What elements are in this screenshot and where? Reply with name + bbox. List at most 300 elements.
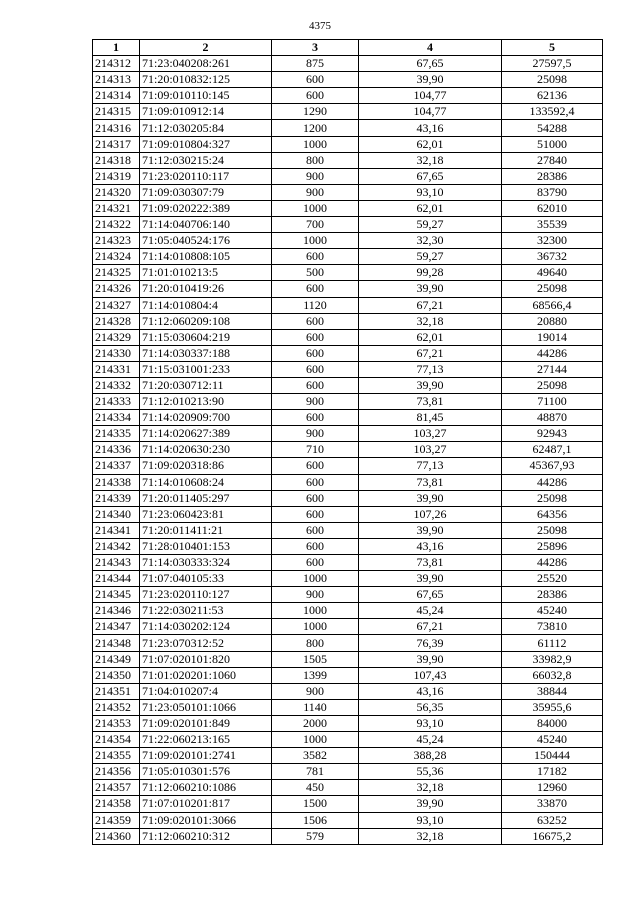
cell-rate: 104,77 bbox=[359, 104, 502, 120]
cell-rate: 45,24 bbox=[359, 732, 502, 748]
cell-record-id: 214332 bbox=[93, 377, 140, 393]
cell-total: 68566,4 bbox=[502, 297, 603, 313]
cell-total: 133592,4 bbox=[502, 104, 603, 120]
cell-cadastral-number: 71:23:020110:117 bbox=[140, 168, 272, 184]
cell-area: 600 bbox=[272, 313, 359, 329]
registry-table bbox=[92, 39, 603, 845]
cell-total: 45240 bbox=[502, 732, 603, 748]
cell-area: 1000 bbox=[272, 136, 359, 152]
cell-total: 38844 bbox=[502, 683, 603, 699]
cell-record-id: 214323 bbox=[93, 233, 140, 249]
cell-record-id: 214334 bbox=[93, 410, 140, 426]
cell-cadastral-number: 71:14:020909:700 bbox=[140, 410, 272, 426]
cell-area: 1506 bbox=[272, 812, 359, 828]
cell-total: 28386 bbox=[502, 587, 603, 603]
cell-cadastral-number: 71:07:020101:820 bbox=[140, 651, 272, 667]
cell-rate: 77,13 bbox=[359, 458, 502, 474]
cell-record-id: 214321 bbox=[93, 200, 140, 216]
cell-area: 781 bbox=[272, 764, 359, 780]
cell-cadastral-number: 71:14:010808:105 bbox=[140, 249, 272, 265]
table-row bbox=[93, 458, 603, 474]
cell-area: 1500 bbox=[272, 796, 359, 812]
cell-area: 600 bbox=[272, 281, 359, 297]
cell-record-id: 214342 bbox=[93, 538, 140, 554]
cell-total: 63252 bbox=[502, 812, 603, 828]
cell-total: 54288 bbox=[502, 120, 603, 136]
table-row bbox=[93, 555, 603, 571]
cell-record-id: 214329 bbox=[93, 329, 140, 345]
cell-record-id: 214349 bbox=[93, 651, 140, 667]
cell-rate: 39,90 bbox=[359, 571, 502, 587]
cell-rate: 107,43 bbox=[359, 667, 502, 683]
cell-record-id: 214333 bbox=[93, 394, 140, 410]
table-row bbox=[93, 329, 603, 345]
cell-record-id: 214346 bbox=[93, 603, 140, 619]
cell-record-id: 214344 bbox=[93, 571, 140, 587]
cell-area: 710 bbox=[272, 442, 359, 458]
table-row bbox=[93, 764, 603, 780]
cell-rate: 39,90 bbox=[359, 72, 502, 88]
cell-rate: 56,35 bbox=[359, 699, 502, 715]
cell-cadastral-number: 71:01:020201:1060 bbox=[140, 667, 272, 683]
cell-cadastral-number: 71:14:030202:124 bbox=[140, 619, 272, 635]
cell-total: 48870 bbox=[502, 410, 603, 426]
cell-area: 600 bbox=[272, 410, 359, 426]
cell-record-id: 214341 bbox=[93, 522, 140, 538]
cell-rate: 62,01 bbox=[359, 329, 502, 345]
cell-record-id: 214350 bbox=[93, 667, 140, 683]
cell-area: 600 bbox=[272, 88, 359, 104]
cell-rate: 73,81 bbox=[359, 555, 502, 571]
cell-cadastral-number: 71:22:030211:53 bbox=[140, 603, 272, 619]
cell-rate: 39,90 bbox=[359, 522, 502, 538]
cell-rate: 99,28 bbox=[359, 265, 502, 281]
table-row bbox=[93, 136, 603, 152]
cell-rate: 62,01 bbox=[359, 136, 502, 152]
cell-total: 36732 bbox=[502, 249, 603, 265]
cell-area: 600 bbox=[272, 345, 359, 361]
cell-total: 33870 bbox=[502, 796, 603, 812]
cell-record-id: 214352 bbox=[93, 699, 140, 715]
table-row bbox=[93, 506, 603, 522]
cell-area: 1140 bbox=[272, 699, 359, 715]
cell-rate: 67,21 bbox=[359, 619, 502, 635]
cell-area: 800 bbox=[272, 635, 359, 651]
cell-cadastral-number: 71:12:060210:1086 bbox=[140, 780, 272, 796]
cell-cadastral-number: 71:05:010301:576 bbox=[140, 764, 272, 780]
cell-cadastral-number: 71:05:040524:176 bbox=[140, 233, 272, 249]
cell-total: 25098 bbox=[502, 281, 603, 297]
cell-total: 71100 bbox=[502, 394, 603, 410]
cell-total: 12960 bbox=[502, 780, 603, 796]
table-row bbox=[93, 635, 603, 651]
table-row bbox=[93, 168, 603, 184]
cell-cadastral-number: 71:01:010213:5 bbox=[140, 265, 272, 281]
cell-area: 600 bbox=[272, 458, 359, 474]
cell-record-id: 214358 bbox=[93, 796, 140, 812]
cell-cadastral-number: 71:12:060209:108 bbox=[140, 313, 272, 329]
cell-area: 450 bbox=[272, 780, 359, 796]
cell-rate: 81,45 bbox=[359, 410, 502, 426]
cell-cadastral-number: 71:09:010110:145 bbox=[140, 88, 272, 104]
cell-area: 1200 bbox=[272, 120, 359, 136]
cell-record-id: 214347 bbox=[93, 619, 140, 635]
cell-rate: 39,90 bbox=[359, 377, 502, 393]
table-row bbox=[93, 313, 603, 329]
cell-area: 3582 bbox=[272, 748, 359, 764]
cell-rate: 43,16 bbox=[359, 120, 502, 136]
cell-record-id: 214327 bbox=[93, 297, 140, 313]
cell-cadastral-number: 71:14:040706:140 bbox=[140, 217, 272, 233]
table-row bbox=[93, 410, 603, 426]
cell-area: 900 bbox=[272, 394, 359, 410]
cell-area: 900 bbox=[272, 184, 359, 200]
cell-area: 1000 bbox=[272, 200, 359, 216]
cell-cadastral-number: 71:14:020627:389 bbox=[140, 426, 272, 442]
cell-area: 1000 bbox=[272, 571, 359, 587]
cell-rate: 32,18 bbox=[359, 828, 502, 844]
cell-total: 25098 bbox=[502, 522, 603, 538]
cell-record-id: 214335 bbox=[93, 426, 140, 442]
table-row bbox=[93, 394, 603, 410]
cell-rate: 93,10 bbox=[359, 715, 502, 731]
cell-rate: 39,90 bbox=[359, 796, 502, 812]
table-row bbox=[93, 120, 603, 136]
cell-area: 900 bbox=[272, 426, 359, 442]
cell-area: 1000 bbox=[272, 233, 359, 249]
cell-cadastral-number: 71:09:020101:2741 bbox=[140, 748, 272, 764]
cell-record-id: 214338 bbox=[93, 474, 140, 490]
cell-cadastral-number: 71:09:010804:327 bbox=[140, 136, 272, 152]
cell-record-id: 214354 bbox=[93, 732, 140, 748]
cell-rate: 67,65 bbox=[359, 56, 502, 72]
table-row bbox=[93, 297, 603, 313]
cell-rate: 93,10 bbox=[359, 184, 502, 200]
header-col-5: 5 bbox=[502, 40, 603, 56]
cell-record-id: 214317 bbox=[93, 136, 140, 152]
cell-cadastral-number: 71:22:060213:165 bbox=[140, 732, 272, 748]
table-row bbox=[93, 587, 603, 603]
table-row bbox=[93, 217, 603, 233]
table-row bbox=[93, 796, 603, 812]
table-row bbox=[93, 233, 603, 249]
cell-area: 800 bbox=[272, 152, 359, 168]
table-row bbox=[93, 88, 603, 104]
cell-total: 84000 bbox=[502, 715, 603, 731]
cell-rate: 43,16 bbox=[359, 683, 502, 699]
cell-area: 900 bbox=[272, 587, 359, 603]
cell-cadastral-number: 71:20:030712:11 bbox=[140, 377, 272, 393]
cell-record-id: 214318 bbox=[93, 152, 140, 168]
cell-record-id: 214322 bbox=[93, 217, 140, 233]
cell-record-id: 214340 bbox=[93, 506, 140, 522]
cell-record-id: 214331 bbox=[93, 361, 140, 377]
cell-area: 2000 bbox=[272, 715, 359, 731]
cell-total: 16675,2 bbox=[502, 828, 603, 844]
cell-record-id: 214325 bbox=[93, 265, 140, 281]
cell-rate: 32,30 bbox=[359, 233, 502, 249]
cell-total: 44286 bbox=[502, 474, 603, 490]
cell-record-id: 214339 bbox=[93, 490, 140, 506]
cell-total: 25098 bbox=[502, 490, 603, 506]
cell-record-id: 214355 bbox=[93, 748, 140, 764]
header-row bbox=[93, 40, 603, 56]
table-row bbox=[93, 249, 603, 265]
cell-cadastral-number: 71:14:030337:188 bbox=[140, 345, 272, 361]
table-row bbox=[93, 200, 603, 216]
cell-total: 64356 bbox=[502, 506, 603, 522]
cell-area: 700 bbox=[272, 217, 359, 233]
cell-area: 600 bbox=[272, 72, 359, 88]
cell-record-id: 214330 bbox=[93, 345, 140, 361]
cell-area: 600 bbox=[272, 490, 359, 506]
cell-record-id: 214319 bbox=[93, 168, 140, 184]
table-row bbox=[93, 828, 603, 844]
cell-total: 45367,93 bbox=[502, 458, 603, 474]
cell-cadastral-number: 71:09:030307:79 bbox=[140, 184, 272, 200]
cell-record-id: 214320 bbox=[93, 184, 140, 200]
table-row bbox=[93, 104, 603, 120]
cell-area: 600 bbox=[272, 506, 359, 522]
cell-record-id: 214324 bbox=[93, 249, 140, 265]
cell-cadastral-number: 71:04:010207:4 bbox=[140, 683, 272, 699]
cell-total: 92943 bbox=[502, 426, 603, 442]
table-row bbox=[93, 780, 603, 796]
cell-rate: 55,36 bbox=[359, 764, 502, 780]
cell-total: 33982,9 bbox=[502, 651, 603, 667]
cell-rate: 59,27 bbox=[359, 217, 502, 233]
cell-rate: 39,90 bbox=[359, 281, 502, 297]
cell-cadastral-number: 71:14:010804:4 bbox=[140, 297, 272, 313]
cell-record-id: 214316 bbox=[93, 120, 140, 136]
table-row bbox=[93, 699, 603, 715]
table-row bbox=[93, 538, 603, 554]
cell-rate: 107,26 bbox=[359, 506, 502, 522]
cell-area: 600 bbox=[272, 249, 359, 265]
cell-record-id: 214359 bbox=[93, 812, 140, 828]
table-row bbox=[93, 442, 603, 458]
cell-area: 900 bbox=[272, 683, 359, 699]
cell-cadastral-number: 71:14:030333:324 bbox=[140, 555, 272, 571]
table-body bbox=[93, 56, 603, 845]
cell-total: 32300 bbox=[502, 233, 603, 249]
cell-record-id: 214312 bbox=[93, 56, 140, 72]
cell-record-id: 214326 bbox=[93, 281, 140, 297]
cell-area: 600 bbox=[272, 555, 359, 571]
cell-rate: 76,39 bbox=[359, 635, 502, 651]
cell-cadastral-number: 71:07:010201:817 bbox=[140, 796, 272, 812]
cell-record-id: 214345 bbox=[93, 587, 140, 603]
cell-cadastral-number: 71:20:010419:26 bbox=[140, 281, 272, 297]
cell-area: 1000 bbox=[272, 603, 359, 619]
cell-area: 500 bbox=[272, 265, 359, 281]
cell-record-id: 214315 bbox=[93, 104, 140, 120]
table-row bbox=[93, 377, 603, 393]
cell-rate: 32,18 bbox=[359, 152, 502, 168]
cell-rate: 32,18 bbox=[359, 780, 502, 796]
cell-record-id: 214360 bbox=[93, 828, 140, 844]
cell-total: 83790 bbox=[502, 184, 603, 200]
cell-total: 51000 bbox=[502, 136, 603, 152]
header-col-1: 1 bbox=[93, 40, 140, 56]
table-row bbox=[93, 426, 603, 442]
cell-cadastral-number: 71:20:010832:125 bbox=[140, 72, 272, 88]
cell-total: 35539 bbox=[502, 217, 603, 233]
table-row bbox=[93, 619, 603, 635]
cell-area: 1505 bbox=[272, 651, 359, 667]
cell-rate: 39,90 bbox=[359, 651, 502, 667]
cell-area: 1290 bbox=[272, 104, 359, 120]
table-row bbox=[93, 522, 603, 538]
table-row bbox=[93, 667, 603, 683]
cell-record-id: 214343 bbox=[93, 555, 140, 571]
cell-cadastral-number: 71:12:030205:84 bbox=[140, 120, 272, 136]
table-row bbox=[93, 603, 603, 619]
cell-record-id: 214337 bbox=[93, 458, 140, 474]
page-number: 4375 bbox=[309, 20, 331, 32]
table-header bbox=[93, 40, 603, 56]
cell-rate: 62,01 bbox=[359, 200, 502, 216]
cell-cadastral-number: 71:09:020101:3066 bbox=[140, 812, 272, 828]
cell-rate: 67,65 bbox=[359, 587, 502, 603]
table-row bbox=[93, 345, 603, 361]
cell-total: 19014 bbox=[502, 329, 603, 345]
cell-total: 73810 bbox=[502, 619, 603, 635]
cell-area: 600 bbox=[272, 329, 359, 345]
cell-rate: 388,28 bbox=[359, 748, 502, 764]
cell-cadastral-number: 71:09:020222:389 bbox=[140, 200, 272, 216]
cell-record-id: 214328 bbox=[93, 313, 140, 329]
cell-total: 66032,8 bbox=[502, 667, 603, 683]
cell-record-id: 214351 bbox=[93, 683, 140, 699]
table-row bbox=[93, 732, 603, 748]
cell-total: 62010 bbox=[502, 200, 603, 216]
cell-total: 49640 bbox=[502, 265, 603, 281]
header-col-2: 2 bbox=[140, 40, 272, 56]
cell-rate: 67,21 bbox=[359, 297, 502, 313]
cell-area: 1000 bbox=[272, 619, 359, 635]
cell-area: 600 bbox=[272, 361, 359, 377]
cell-area: 875 bbox=[272, 56, 359, 72]
cell-area: 1399 bbox=[272, 667, 359, 683]
cell-total: 25520 bbox=[502, 571, 603, 587]
table-row bbox=[93, 281, 603, 297]
cell-record-id: 214348 bbox=[93, 635, 140, 651]
cell-area: 579 bbox=[272, 828, 359, 844]
cell-rate: 67,65 bbox=[359, 168, 502, 184]
cell-total: 28386 bbox=[502, 168, 603, 184]
cell-rate: 103,27 bbox=[359, 426, 502, 442]
table-row bbox=[93, 812, 603, 828]
cell-total: 62136 bbox=[502, 88, 603, 104]
cell-total: 25896 bbox=[502, 538, 603, 554]
table-row bbox=[93, 715, 603, 731]
cell-cadastral-number: 71:07:040105:33 bbox=[140, 571, 272, 587]
cell-total: 27144 bbox=[502, 361, 603, 377]
cell-rate: 77,13 bbox=[359, 361, 502, 377]
table-row bbox=[93, 152, 603, 168]
cell-cadastral-number: 71:12:030215:24 bbox=[140, 152, 272, 168]
cell-record-id: 214357 bbox=[93, 780, 140, 796]
table-row bbox=[93, 490, 603, 506]
cell-cadastral-number: 71:12:060210:312 bbox=[140, 828, 272, 844]
cell-total: 62487,1 bbox=[502, 442, 603, 458]
cell-area: 600 bbox=[272, 538, 359, 554]
cell-record-id: 214313 bbox=[93, 72, 140, 88]
cell-record-id: 214356 bbox=[93, 764, 140, 780]
cell-area: 1120 bbox=[272, 297, 359, 313]
header-col-3: 3 bbox=[272, 40, 359, 56]
table-row bbox=[93, 72, 603, 88]
header-col-4: 4 bbox=[359, 40, 502, 56]
table-row bbox=[93, 184, 603, 200]
cell-cadastral-number: 71:09:010912:14 bbox=[140, 104, 272, 120]
cell-total: 44286 bbox=[502, 345, 603, 361]
cell-rate: 32,18 bbox=[359, 313, 502, 329]
cell-cadastral-number: 71:15:030604:219 bbox=[140, 329, 272, 345]
cell-total: 25098 bbox=[502, 72, 603, 88]
cell-cadastral-number: 71:23:020110:127 bbox=[140, 587, 272, 603]
cell-cadastral-number: 71:20:011411:21 bbox=[140, 522, 272, 538]
table-row bbox=[93, 571, 603, 587]
cell-cadastral-number: 71:23:050101:1066 bbox=[140, 699, 272, 715]
cell-cadastral-number: 71:12:010213:90 bbox=[140, 394, 272, 410]
table-row bbox=[93, 361, 603, 377]
cell-cadastral-number: 71:20:011405:297 bbox=[140, 490, 272, 506]
cell-rate: 73,81 bbox=[359, 394, 502, 410]
table-row bbox=[93, 56, 603, 72]
cell-rate: 93,10 bbox=[359, 812, 502, 828]
cell-total: 44286 bbox=[502, 555, 603, 571]
cell-cadastral-number: 71:14:020630:230 bbox=[140, 442, 272, 458]
cell-total: 61112 bbox=[502, 635, 603, 651]
cell-total: 17182 bbox=[502, 764, 603, 780]
cell-record-id: 214353 bbox=[93, 715, 140, 731]
cell-cadastral-number: 71:23:040208:261 bbox=[140, 56, 272, 72]
cell-total: 25098 bbox=[502, 377, 603, 393]
cell-area: 900 bbox=[272, 168, 359, 184]
cell-record-id: 214314 bbox=[93, 88, 140, 104]
cell-total: 27597,5 bbox=[502, 56, 603, 72]
cell-rate: 59,27 bbox=[359, 249, 502, 265]
cell-cadastral-number: 71:14:010608:24 bbox=[140, 474, 272, 490]
cell-cadastral-number: 71:09:020318:86 bbox=[140, 458, 272, 474]
cell-rate: 104,77 bbox=[359, 88, 502, 104]
cell-rate: 39,90 bbox=[359, 490, 502, 506]
cell-area: 600 bbox=[272, 377, 359, 393]
cell-total: 27840 bbox=[502, 152, 603, 168]
cell-rate: 43,16 bbox=[359, 538, 502, 554]
cell-total: 150444 bbox=[502, 748, 603, 764]
cell-cadastral-number: 71:23:060423:81 bbox=[140, 506, 272, 522]
cell-cadastral-number: 71:23:070312:52 bbox=[140, 635, 272, 651]
table-row bbox=[93, 748, 603, 764]
table-row bbox=[93, 651, 603, 667]
cell-cadastral-number: 71:15:031001:233 bbox=[140, 361, 272, 377]
cell-total: 35955,6 bbox=[502, 699, 603, 715]
table-row bbox=[93, 265, 603, 281]
cell-rate: 67,21 bbox=[359, 345, 502, 361]
cell-area: 600 bbox=[272, 474, 359, 490]
cell-area: 600 bbox=[272, 522, 359, 538]
cell-total: 20880 bbox=[502, 313, 603, 329]
cell-rate: 73,81 bbox=[359, 474, 502, 490]
cell-record-id: 214336 bbox=[93, 442, 140, 458]
cell-rate: 45,24 bbox=[359, 603, 502, 619]
table-row bbox=[93, 474, 603, 490]
cell-cadastral-number: 71:09:020101:849 bbox=[140, 715, 272, 731]
cell-rate: 103,27 bbox=[359, 442, 502, 458]
